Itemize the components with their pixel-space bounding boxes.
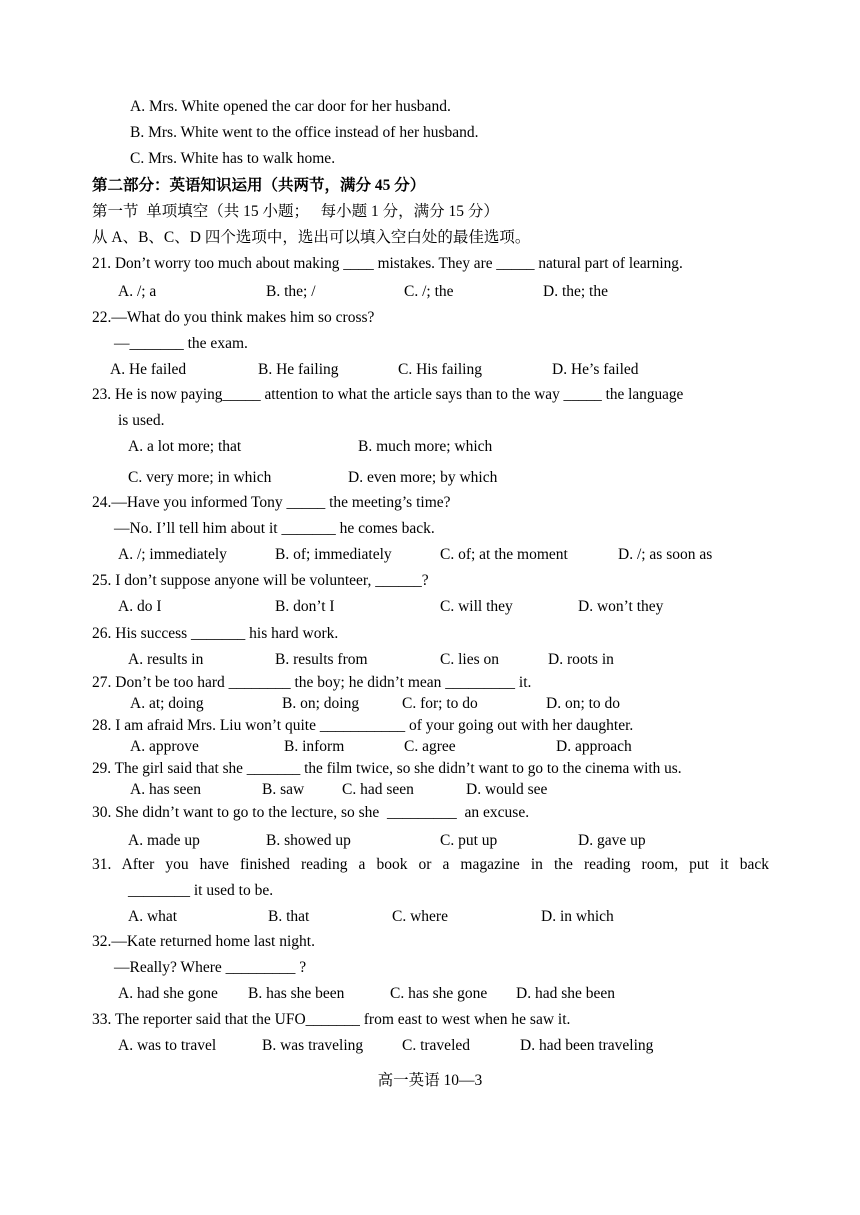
q23-option-d: D. even more; by which (348, 469, 498, 486)
q22-option-d: D. He’s failed (552, 361, 639, 378)
q25-option-b: B. don’t I (275, 598, 335, 615)
q31-stem: 31. After you have finished reading a book or a magazine in the reading room, put it back (92, 856, 769, 873)
q24-option-d: D. /; as soon as (618, 546, 713, 563)
q25-option-c: C. will they (440, 598, 513, 615)
q32-stem: 32.—Kate returned home last night. (92, 933, 315, 950)
q33-option-b: B. was traveling (262, 1037, 364, 1054)
q24-option-a: A. /; immediately (118, 546, 227, 563)
q30-option-d: D. gave up (578, 832, 646, 849)
q33-option-c: C. traveled (402, 1037, 471, 1054)
q26-option-b: B. results from (275, 651, 368, 668)
q33-stem: 33. The reporter said that the UFO_______ from east to west when he saw it. (92, 1011, 571, 1028)
part2-heading: 第二部分：英语知识运用（共两节，满分 45 分） (92, 177, 426, 194)
q21-option-b: B. the; / (266, 283, 316, 300)
q28-option-c: C. agree (404, 738, 456, 755)
q29-stem: 29. The girl said that she _______ the film twice, so she didn’t want to go to the cinema with us. (92, 760, 682, 777)
q26-option-c: C. lies on (440, 651, 499, 668)
q30-option-b: B. showed up (266, 832, 351, 849)
instruction: 从 A、B、C、D 四个选项中，选出可以填入空白处的最佳选项。 (92, 229, 531, 246)
q21-stem: 21. Don’t worry too much about making ____ mistakes. They are _____ natural part of learning. (92, 255, 683, 272)
q23-option-b: B. much more; which (358, 438, 493, 455)
q25-option-d: D. won’t they (578, 598, 664, 615)
q24-option-c: C. of; at the moment (440, 546, 568, 563)
q27-option-d: D. on; to do (546, 695, 621, 712)
q23-option-c: C. very more; in which (128, 469, 272, 486)
q23-stem: 23. He is now paying_____ attention to what the article says than to the way _____ the language (92, 386, 684, 403)
q33-option-a: A. was to travel (118, 1037, 217, 1054)
q21-option-c: C. /; the (404, 283, 454, 300)
q32-option-d: D. had she been (516, 985, 615, 1002)
q22-reply: —_______ the exam. (114, 335, 248, 352)
q21-option-a: A. /; a (118, 283, 157, 300)
q26-option-a: A. results in (128, 651, 204, 668)
q23-stem-cont: is used. (118, 412, 165, 429)
q30-option-c: C. put up (440, 832, 498, 849)
q29-option-b: B. saw (262, 781, 305, 798)
q22-option-c: C. His failing (398, 361, 482, 378)
q26-stem: 26. His success _______ his hard work. (92, 625, 339, 642)
q32-reply: —Really? Where _________ ? (114, 959, 307, 976)
q28-option-a: A. approve (130, 738, 199, 755)
q31-option-a: A. what (128, 908, 178, 925)
q32-option-a: A. had she gone (118, 985, 218, 1002)
q31-option-b: B. that (268, 908, 310, 925)
q30-option-a: A. made up (128, 832, 200, 849)
q32-option-c: C. has she gone (390, 985, 488, 1002)
q30-stem: 30. She didn’t want to go to the lecture, so she _________ an excuse. (92, 804, 530, 821)
page-footer: 高一英语 10—3 (377, 1072, 483, 1089)
q31-stem-cont: ________ it used to be. (128, 882, 274, 899)
prev-option-a: A. Mrs. White opened the car door for her husband. (130, 98, 451, 115)
q24-option-b: B. of; immediately (275, 546, 392, 563)
q32-option-b: B. has she been (248, 985, 345, 1002)
q28-option-b: B. inform (284, 738, 345, 755)
q22-stem: 22.—What do you think makes him so cross? (92, 309, 375, 326)
q31-option-c: C. where (392, 908, 448, 925)
q27-option-c: C. for; to do (402, 695, 478, 712)
prev-option-b: B. Mrs. White went to the office instead of her husband. (130, 124, 479, 141)
q27-option-b: B. on; doing (282, 695, 360, 712)
q28-option-d: D. approach (556, 738, 632, 755)
section1-heading: 第一节 单项填空（共 15 小题； 每小题 1 分，满分 15 分） (92, 203, 499, 220)
q23-option-a: A. a lot more; that (128, 438, 242, 455)
q24-reply: —No. I’ll tell him about it _______ he comes back. (114, 520, 435, 537)
q26-option-d: D. roots in (548, 651, 614, 668)
prev-option-c: C. Mrs. White has to walk home. (130, 150, 336, 167)
q25-option-a: A. do I (118, 598, 162, 615)
q22-option-a: A. He failed (110, 361, 187, 378)
q31-option-d: D. in which (541, 908, 614, 925)
q22-option-b: B. He failing (258, 361, 339, 378)
q27-stem: 27. Don’t be too hard ________ the boy; he didn’t mean _________ it. (92, 674, 532, 691)
q28-stem: 28. I am afraid Mrs. Liu won’t quite ___________ of your going out with her daughter. (92, 717, 634, 734)
q27-option-a: A. at; doing (130, 695, 204, 712)
q25-stem: 25. I don’t suppose anyone will be volunteer, ______? (92, 572, 429, 589)
q21-option-d: D. the; the (543, 283, 608, 300)
q33-option-d: D. had been traveling (520, 1037, 654, 1054)
q29-option-d: D. would see (466, 781, 548, 798)
q29-option-c: C. had seen (342, 781, 414, 798)
q29-option-a: A. has seen (130, 781, 202, 798)
q24-stem: 24.—Have you informed Tony _____ the meeting’s time? (92, 494, 451, 511)
